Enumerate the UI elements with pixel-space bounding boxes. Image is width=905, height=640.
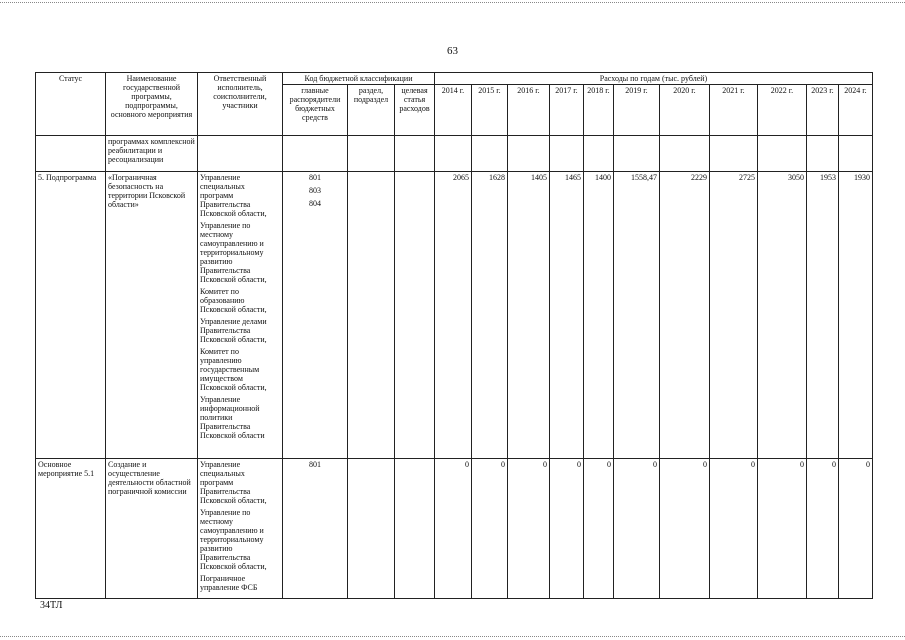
row-value: 0 xyxy=(584,459,614,599)
table-row xyxy=(36,172,873,459)
row-value: 1465 xyxy=(550,172,584,459)
row-value: 2725 xyxy=(710,172,758,459)
row-value: 0 xyxy=(710,459,758,599)
header-year: 2021 г. xyxy=(710,85,758,136)
row-name: программах комплексной реабилитации и ресоциализации xyxy=(106,136,198,172)
scan-edge-top xyxy=(0,2,905,4)
row-name: «Пограничная безопасность на территории Псковской области» xyxy=(106,172,198,459)
row-status: 5. Подпрограмма xyxy=(36,172,106,459)
page-number: 63 xyxy=(447,45,458,57)
header-year: 2015 г. xyxy=(472,85,508,136)
row-value: 1930 xyxy=(839,172,873,459)
header-status: Статус xyxy=(36,73,106,136)
row-grbs xyxy=(283,459,348,599)
row-status xyxy=(36,136,106,172)
grbs-code: 804 xyxy=(309,199,321,208)
executor-item: Пограничное управление ФСБ xyxy=(200,574,258,592)
header-year: 2016 г. xyxy=(508,85,550,136)
header-year: 2018 г. xyxy=(584,85,614,136)
scan-edge-bottom xyxy=(0,636,905,638)
table-row xyxy=(36,459,873,599)
row-executors xyxy=(198,172,283,459)
row-value: 0 xyxy=(508,459,550,599)
header-name: Наименование государственной программы, подпрограммы, основного мероприятия xyxy=(106,73,198,136)
row-value: 0 xyxy=(839,459,873,599)
grbs-code: 801 xyxy=(309,460,321,469)
executor-item: Управление специальных программ Правительства Псковской области, xyxy=(200,173,267,218)
header-year: 2020 г. xyxy=(660,85,710,136)
executor-item: Управление информационной политики Правительства Псковской области xyxy=(200,395,265,440)
header-year: 2023 г. xyxy=(807,85,839,136)
executor-item: Комитет по управлению государственным имуществом Псковской области, xyxy=(200,347,267,392)
row-value: 1953 xyxy=(807,172,839,459)
row-value: 0 xyxy=(758,459,807,599)
row-value: 0 xyxy=(435,459,472,599)
footer-code: 34ТЛ xyxy=(40,600,63,611)
row-value: 2065 xyxy=(435,172,472,459)
row-value: 1628 xyxy=(472,172,508,459)
row-name: Создание и осуществление деятельности областной пограничной комиссии xyxy=(106,459,198,599)
row-value: 0 xyxy=(660,459,710,599)
row-value: 0 xyxy=(807,459,839,599)
header-grbs: главные распорядители бюджетных средств xyxy=(283,85,348,136)
header-year: 2024 г. xyxy=(839,85,873,136)
executor-item: Управление по местному самоуправлению и территориальному развитию Правительства Псковской области, xyxy=(200,221,267,284)
row-status: Основное мероприятие 5.1 xyxy=(36,459,106,599)
row-value: 0 xyxy=(550,459,584,599)
row-value: 2229 xyxy=(660,172,710,459)
row-value: 3050 xyxy=(758,172,807,459)
row-value: 0 xyxy=(614,459,660,599)
header-year: 2019 г. xyxy=(614,85,660,136)
executor-item: Управление по местному самоуправлению и территориальному развитию Правительства Псковской области, xyxy=(200,508,267,571)
header-year: 2014 г. xyxy=(435,85,472,136)
executor-item: Комитет по образованию Псковской области, xyxy=(200,287,267,314)
row-grbs xyxy=(283,172,348,459)
executor-item: Управление делами Правительства Псковской области, xyxy=(200,317,267,344)
table-row xyxy=(36,136,873,172)
header-executor: Ответственный исполнитель, соисполнители, участники xyxy=(198,73,283,136)
row-value: 1400 xyxy=(584,172,614,459)
row-value: 1405 xyxy=(508,172,550,459)
header-section: раздел, подраздел xyxy=(348,85,395,136)
grbs-code: 803 xyxy=(309,186,321,195)
header-target: целевая статья расходов xyxy=(395,85,435,136)
header-expenses: Расходы по годам (тыс. рублей) xyxy=(435,73,873,85)
header-year: 2022 г. xyxy=(758,85,807,136)
row-value: 1558,47 xyxy=(614,172,660,459)
budget-table xyxy=(35,72,873,599)
header-year: 2017 г. xyxy=(550,85,584,136)
grbs-code: 801 xyxy=(309,173,321,182)
executor-item: Управление специальных программ Правительства Псковской области, xyxy=(200,460,267,505)
row-executors xyxy=(198,459,283,599)
row-value: 0 xyxy=(472,459,508,599)
header-budget-code: Код бюджетной классификации xyxy=(283,73,435,85)
